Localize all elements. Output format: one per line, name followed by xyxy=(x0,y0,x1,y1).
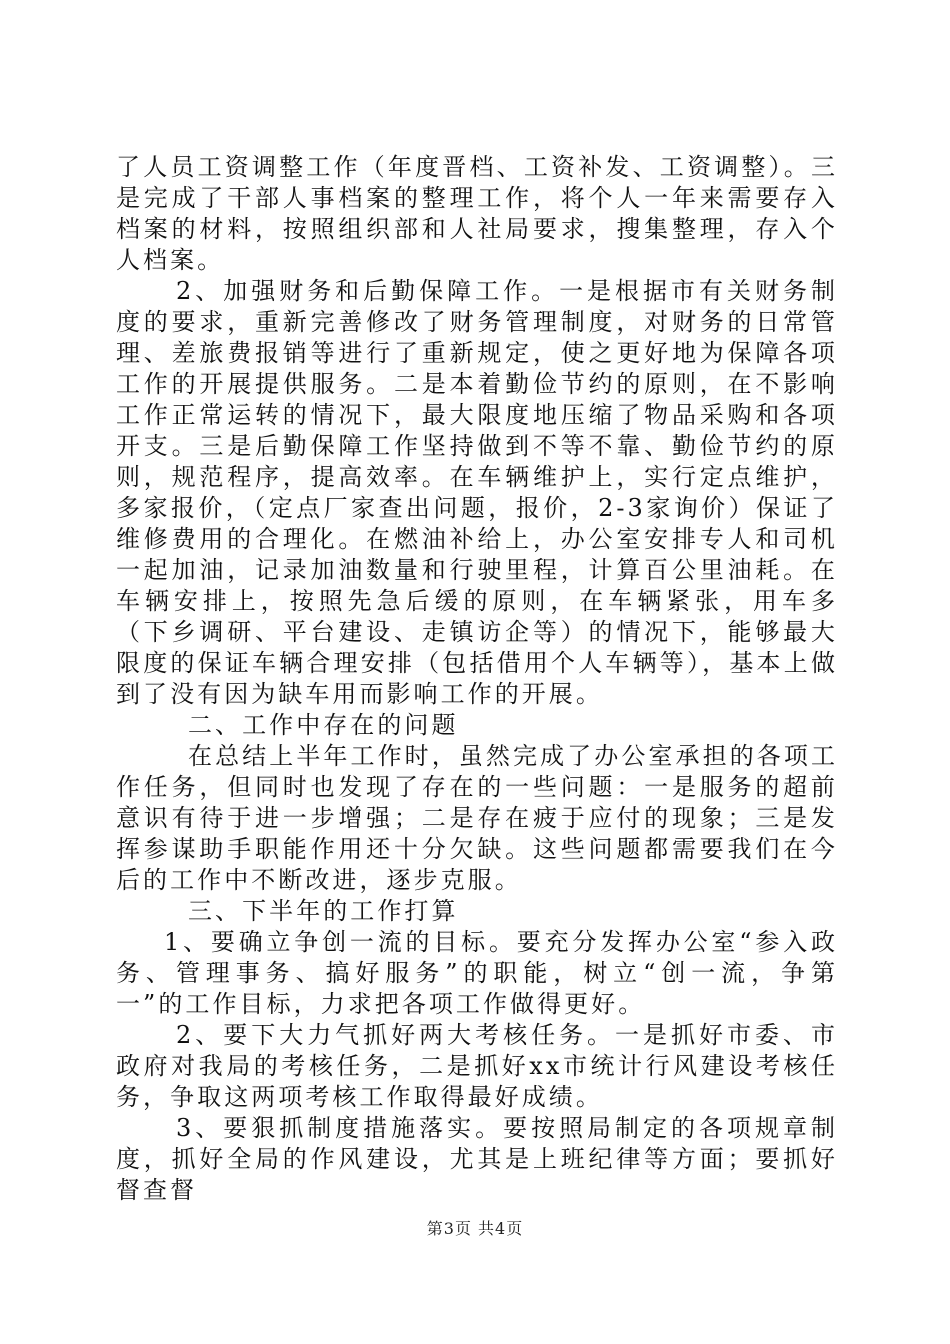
paragraph-finance-logistics: 2、加强财务和后勤保障工作。一是根据市有关财务制度的要求，重新完善修改了财务管理制度，对财务的日常管理、差旅费报销等进行了重新规定，使之更好地为保障各项工作的开展提供服务。二是本着勤俭节约的原则，在不影响工作正常运转的情况下，最大限度地压缩了物品采购和各项开支。三是后勤保障工作坚持做到不等不靠、勤俭节约的原则，规范程序，提高效率。在车辆维护上，实行定点维护，多家报价，（定点厂家查出问题，报价，2-3家询价）保证了维修费用的合理化。在燃油补给上，办公室安排专人和司机一起加油，记录加油数量和行驶里程，计算百公里油耗。在车辆安排上，按照先急后缓的原则，在车辆紧张，用车多（下乡调研、平台建设、走镇访企等）的情况下，能够最大限度的保证车辆合理安排（包括借用个人车辆等），基本上做到了没有因为缺车用而影响工作的开展。 xyxy=(116,277,838,708)
page-number-footer: 第3页 共4页 xyxy=(426,1219,524,1238)
section-heading-problems: 二、工作中存在的问题 xyxy=(188,711,459,739)
paragraph-plan-3: 3、要狠抓制度措施落实。要按照局制定的各项规章制度，抓好全局的作风建设，尤其是上班纪律等方面；要抓好督查督 xyxy=(116,1114,838,1204)
paragraph-continued: 了人员工资调整工作（年度晋档、工资补发、工资调整）。三是完成了干部人事档案的整理工作，将个人一年来需要存入档案的材料，按照组织部和人社局要求，搜集整理，存入个人档案。 xyxy=(116,153,838,274)
paragraph-problems: 在总结上半年工作时，虽然完成了办公室承担的各项工作任务，但同时也发现了存在的一些问题：一是服务的超前意识有待于进一步增强；二是存在疲于应付的现象；三是发挥参谋助手职能作用还十分欠缺。这些问题都需要我们在今后的工作中不断改进，逐步克服。 xyxy=(116,742,838,894)
paragraph-plan-2: 2、要下大力气抓好两大考核任务。一是抓好市委、市政府对我局的考核任务，二是抓好xx市统计行风建设考核任务，争取这两项考核工作取得最好成绩。 xyxy=(116,1021,838,1111)
section-heading-plans: 三、下半年的工作打算 xyxy=(188,897,459,925)
document-body xyxy=(116,152,838,1206)
paragraph-plan-1: 1、要确立争创一流的目标。要充分发挥办公室“参入政务、管理事务、搞好服务”的职能，树立“创一流，争第一”的工作目标，力求把各项工作做得更好。 xyxy=(116,928,838,1018)
